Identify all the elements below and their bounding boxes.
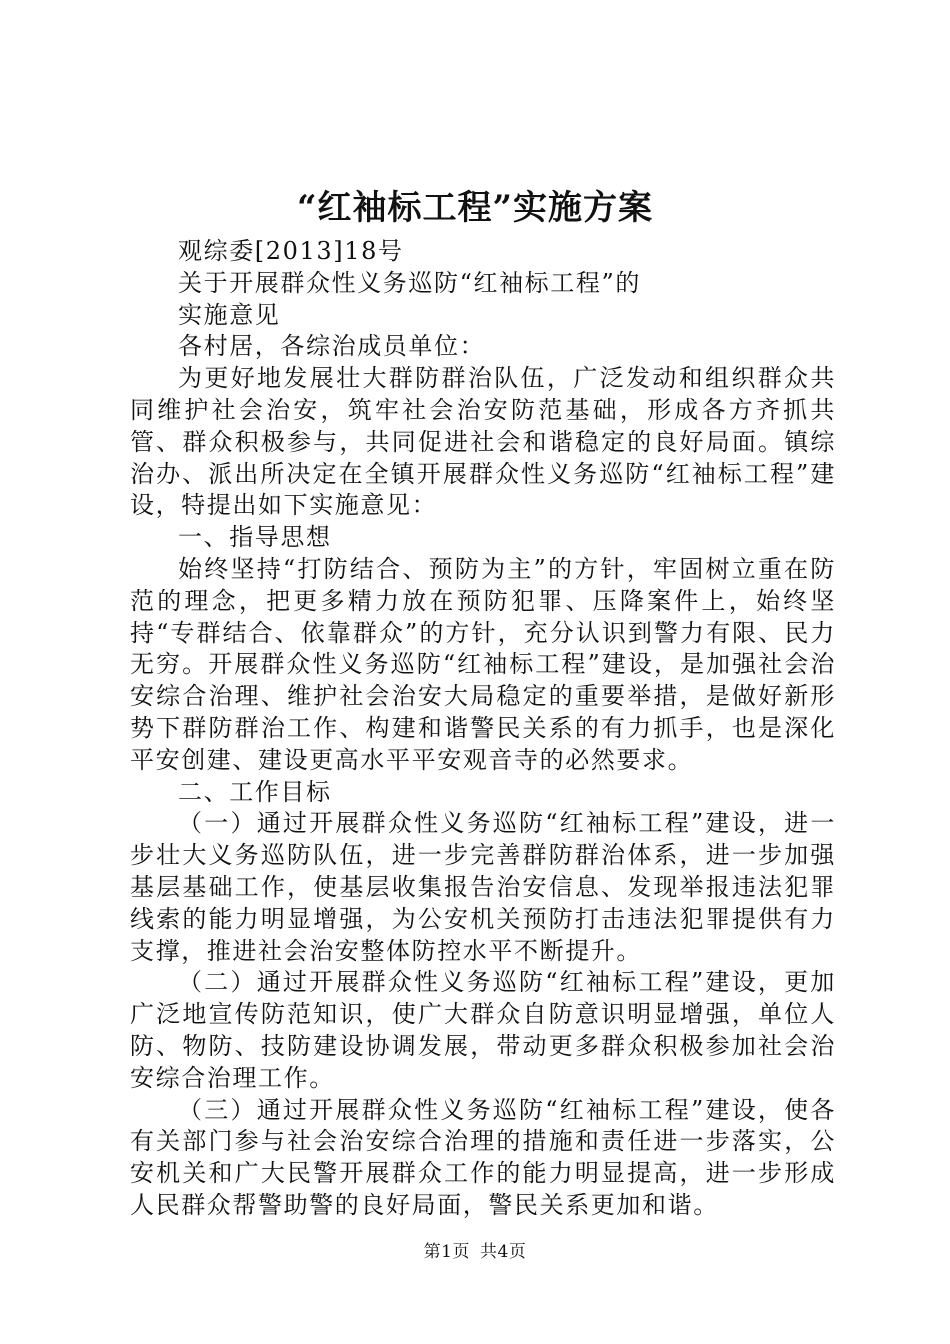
page-total: 共4页: [480, 1242, 527, 1262]
subject-line-1: 关于开展群众性义务巡防“红袖标工程”的: [178, 268, 641, 297]
document-body: [130, 236, 836, 1222]
goal-3-paragraph: （三）通过开展群众性义务巡防“红袖标工程”建设，使各有关部门参与社会治安综合治理的措施和责任进一步落实，公安机关和广大民警开展群众工作的能力明显提高，进一步形成人民群众帮警助警的良好局面，警民关系更加和谐。: [130, 1095, 836, 1219]
goal-2-paragraph: （二）通过开展群众性义务巡防“红袖标工程”建设，更加广泛地宣传防范知识，使广大群众自防意识明显增强，单位人防、物防、技防建设协调发展，带动更多群众积极参加社会治安综合治理工作。: [130, 968, 836, 1092]
salutation: 各村居，各综治成员单位：: [178, 332, 486, 361]
document-title: “红袖标工程”实施方案: [296, 188, 654, 228]
intro-paragraph: 为更好地发展壮大群防群治队伍，广泛发动和组织群众共同维护社会治安，筑牢社会治安防范基础，形成各方齐抓共管、群众积极参与，共同促进社会和谐稳定的良好局面。镇综治办、派出所决定在全镇开展群众性义务巡防“红袖标工程”建设，特提出如下实施意见：: [130, 364, 836, 520]
goal-1-paragraph: （一）通过开展群众性义务巡防“红袖标工程”建设，进一步壮大义务巡防队伍，进一步完善群防群治体系，进一步加强基层基础工作，使基层收集报告治安信息、发现举报违法犯罪线索的能力明显增强，为公安机关预防打击违法犯罪提供有力支撑，推进社会治安整体防控水平不断提升。: [130, 809, 836, 965]
doc-number: 观综委[2013]18号: [178, 237, 404, 265]
subject-line-2: 实施意见: [178, 300, 281, 329]
section-2-heading: 二、工作目标: [178, 777, 332, 806]
page-number: 第1页: [423, 1242, 470, 1262]
page-footer: [0, 1240, 950, 1264]
section-1-heading: 一、指导思想: [178, 523, 332, 552]
section-1-paragraph: 始终坚持“打防结合、预防为主”的方针，牢固树立重在防范的理念，把更多精力放在预防犯罪、压降案件上，始终坚持“专群结合、依靠群众”的方针，充分认识到警力有限、民力无穷。开展群众性义务巡防“红袖标工程”建设，是加强社会治安综合治理、维护社会治安大局稳定的重要举措，是做好新形势下群防群治工作、构建和谐警民关系的有力抓手，也是深化平安创建、建设更高水平平安观音寺的必然要求。: [130, 554, 836, 774]
